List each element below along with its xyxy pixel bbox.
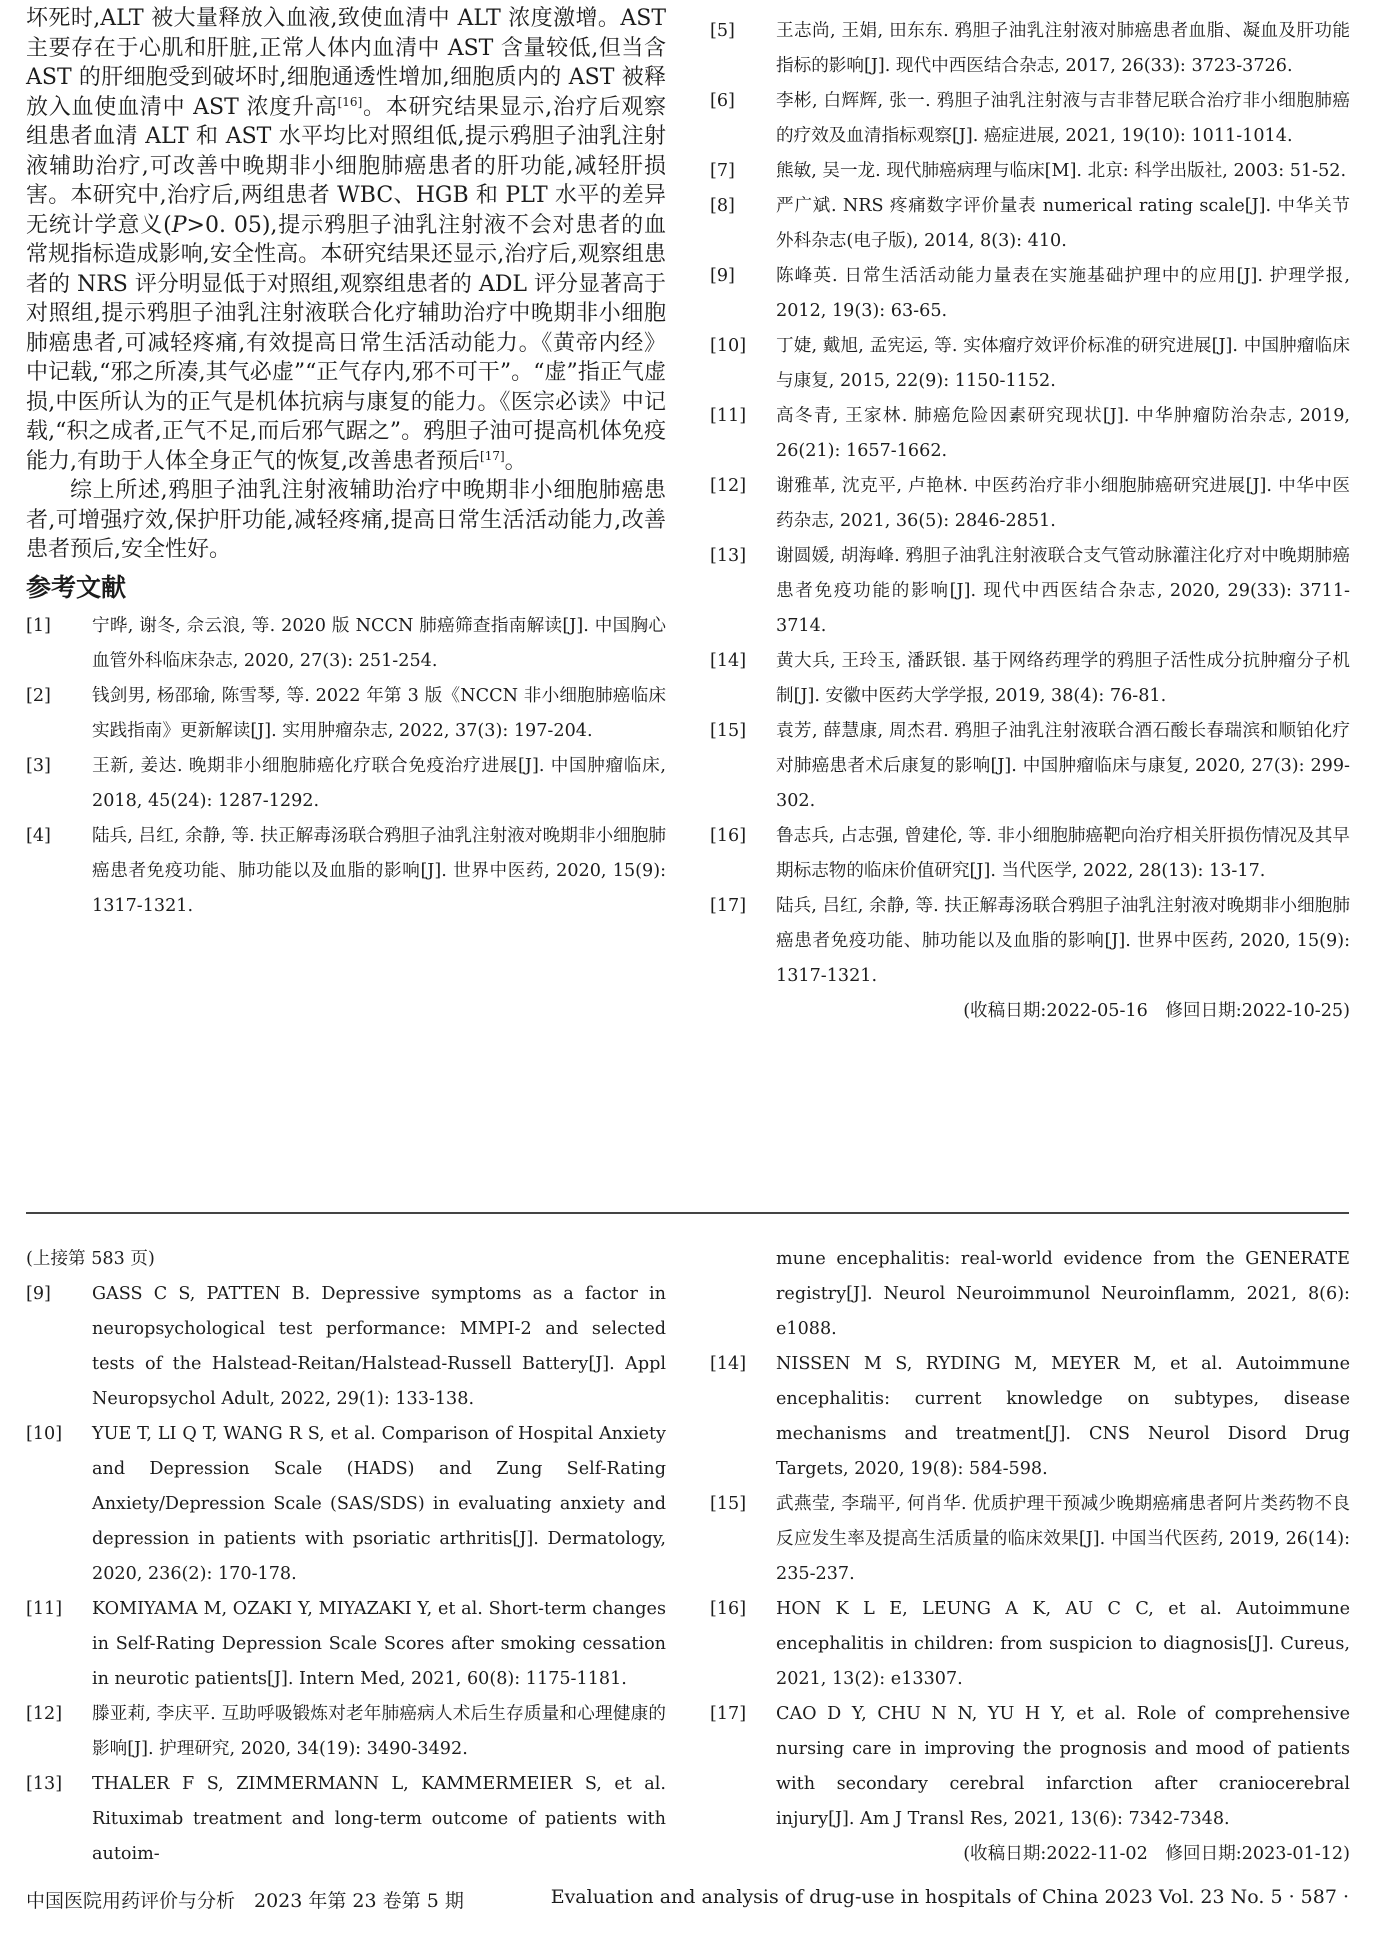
- lower-left-column: [26, 1242, 666, 1872]
- reference-text: 陈峰英. 日常生活活动能力量表在实施基础护理中的应用[J]. 护理学报, 2012, 19(3): 63-65.: [776, 266, 1350, 321]
- reference-text: 武燕莹, 李瑞平, 何肖华. 优质护理干预减少晚期癌痛患者阿片类药物不良反应发生率及提高生活质量的临床效果[J]. 中国当代医药, 2019, 26(14): 235-237.: [776, 1494, 1350, 1584]
- reference-number: [8]: [710, 196, 735, 216]
- reference-item: [710, 819, 1350, 889]
- section-divider: [26, 1212, 1349, 1214]
- reference-number: [13]: [710, 546, 747, 566]
- reference-item: [710, 84, 1350, 154]
- reference-item: [26, 609, 666, 679]
- reference-item: [710, 329, 1350, 399]
- reference-list-right: [710, 14, 1350, 994]
- received-date: (收稿日期:2022-05-16 修回日期:2022-10-25): [963, 1001, 1350, 1021]
- reference-item: [26, 1277, 666, 1417]
- reference-item: [710, 154, 1350, 189]
- reference-item: [710, 14, 1350, 84]
- reference-number: [3]: [26, 755, 51, 776]
- reference-number: [17]: [710, 896, 747, 916]
- reference-text: GASS C S, PATTEN B. Depressive symptoms as a factor in neuropsychological test performance: MMPI-2 and selected tests of the Halstead-Reitan/Halstead-Russell Battery[J]. Appl Neuropsychol Adult, 2022, 29(1): 133-138.: [92, 1284, 666, 1409]
- reference-number: [9]: [26, 1284, 51, 1304]
- reference-item: [710, 889, 1350, 994]
- references-heading: 参考文献: [26, 572, 127, 602]
- reference-text: HON K L E, LEUNG A K, AU C C, et al. Autoimmune encephalitis in children: from suspicion to diagnosis[J]. Cureus, 2021, 13(2): e13307.: [776, 1599, 1350, 1689]
- reference-text: YUE T, LI Q T, WANG R S, et al. Comparison of Hospital Anxiety and Depression Scale (HADS) and Zung Self-Rating Anxiety/Depression Scale (SAS/SDS) in evaluating anxiety and depression in patients with psoriatic arthritis[J]. Dermatology, 2020, 236(2): 170-178.: [92, 1424, 666, 1584]
- journal-title-en: Evaluation and analysis of drug-use in hospitals of China 2023 Vol. 23 No. 5 · 587 ·: [550, 1886, 1349, 1908]
- lower-right-column: [710, 1242, 1350, 1872]
- reference-text: CAO D Y, CHU N N, YU H Y, et al. Role of comprehensive nursing care in improving the prognosis and mood of patients with secondary cerebral infarction after craniocerebral injury[J]. Am J Transl Res, 2021, 13(6): 7342-7348.: [776, 1704, 1350, 1829]
- reference-text: 李彬, 白辉辉, 张一. 鸦胆子油乳注射液与吉非替尼联合治疗非小细胞肺癌的疗效及血清指标观察[J]. 癌症进展, 2021, 19(10): 1011-1014.: [776, 91, 1350, 146]
- citation-superscript: [17]: [480, 448, 505, 463]
- reference-number: [16]: [710, 826, 747, 846]
- reference-number: [6]: [710, 91, 735, 111]
- reference-list-left: [26, 609, 666, 924]
- reference-number: [17]: [710, 1704, 747, 1724]
- reference-item: [710, 714, 1350, 819]
- reference-text: 王新, 姜达. 晚期非小细胞肺癌化疗联合免疫治疗进展[J]. 中国肿瘤临床, 2018, 45(24): 1287-1292.: [92, 755, 666, 811]
- reference-number: [7]: [710, 161, 735, 181]
- reference-text: 滕亚莉, 李庆平. 互助呼吸锻炼对老年肺癌病人术后生存质量和心理健康的影响[J]. 护理研究, 2020, 34(19): 3490-3492.: [92, 1704, 666, 1759]
- reference-text: 严广斌. NRS 疼痛数字评价量表 numerical rating scale[J]. 中华关节外科杂志(电子版), 2014, 8(3): 410.: [776, 196, 1350, 251]
- reference-text: 王志尚, 王娟, 田东东. 鸦胆子油乳注射液对肺癌患者血脂、凝血及肝功能指标的影响[J]. 现代中西医结合杂志, 2017, 26(33): 3723-3726.: [776, 21, 1350, 76]
- reference-item: [710, 1347, 1350, 1487]
- journal-title-cn: 中国医院用药评价与分析 2023 年第 23 卷第 5 期: [26, 1890, 464, 1912]
- conclusion-paragraph: 综上所述,鸦胆子油乳注射液辅助治疗中晚期非小细胞肺癌患者,可增强疗效,保护肝功能,减轻疼痛,提高日常生活活动能力,改善患者预后,安全性好。: [26, 478, 666, 562]
- reference-number: [2]: [26, 685, 51, 706]
- page-footer: [26, 1886, 1349, 1913]
- reference-text: 鲁志兵, 占志强, 曾建伦, 等. 非小细胞肺癌靶向治疗相关肝损伤情况及其早期标志物的临床价值研究[J]. 当代医学, 2022, 28(13): 13-17.: [776, 826, 1350, 881]
- reference-number: [9]: [710, 266, 735, 286]
- reference-text: 高冬青, 王家林. 肺癌危险因素研究现状[J]. 中华肿瘤防治杂志, 2019, 26(21): 1657-1662.: [776, 406, 1350, 461]
- reference-number: [15]: [710, 1494, 747, 1514]
- reference-item: [710, 1487, 1350, 1592]
- reference-item: [710, 259, 1350, 329]
- upper-left-column: [26, 4, 666, 924]
- reference-text: 丁婕, 戴旭, 孟宪运, 等. 实体瘤疗效评价标准的研究进展[J]. 中国肿瘤临床与康复, 2015, 22(9): 1150-1152.: [776, 336, 1350, 391]
- reference-item: [26, 1592, 666, 1697]
- reference-item: [710, 539, 1350, 644]
- reference-number: [12]: [26, 1704, 63, 1724]
- reference-item: [26, 1417, 666, 1592]
- reference-item: [710, 469, 1350, 539]
- reference-text: 谢圆媛, 胡海峰. 鸦胆子油乳注射液联合支气管动脉灌注化疗对中晚期肺癌患者免疫功能的影响[J]. 现代中西医结合杂志, 2020, 29(33): 3711-3714.: [776, 546, 1350, 636]
- reference-item: [710, 644, 1350, 714]
- reference-item: [710, 189, 1350, 259]
- reference-text: 钱剑男, 杨邵瑜, 陈雪琴, 等. 2022 年第 3 版《NCCN 非小细胞肺癌临床实践指南》更新解读[J]. 实用肿瘤杂志, 2022, 37(3): 197-204.: [92, 685, 666, 741]
- reference-text: THALER F S, ZIMMERMANN L, KAMMERMEIER S, et al. Rituximab treatment and long-term outcome of patients with autoim-: [92, 1774, 666, 1864]
- received-date: (收稿日期:2022-11-02 修回日期:2023-01-12): [963, 1844, 1350, 1864]
- reference-text: 谢雅革, 沈克平, 卢艳林. 中医药治疗非小细胞肺癌研究进展[J]. 中华中医药杂志, 2021, 36(5): 2846-2851.: [776, 476, 1350, 531]
- reference-number: [13]: [26, 1774, 63, 1794]
- reference-item: [710, 1592, 1350, 1697]
- reference-text: 黄大兵, 王玲玉, 潘跃银. 基于网络药理学的鸦胆子活性成分抗肿瘤分子机制[J]. 安徽中医药大学学报, 2019, 38(4): 76-81.: [776, 651, 1350, 706]
- reference-number: [14]: [710, 1354, 747, 1374]
- reference-text: 袁芳, 薛慧康, 周杰君. 鸦胆子油乳注射液联合酒石酸长春瑞滨和顺铂化疗对肺癌患者术后康复的影响[J]. 中国肿瘤临床与康复, 2020, 27(3): 299-302.: [776, 721, 1350, 811]
- reference-number: [15]: [710, 721, 747, 741]
- reference-number: [14]: [710, 651, 747, 671]
- reference-number: [10]: [26, 1424, 63, 1444]
- reference-number: [16]: [710, 1599, 747, 1619]
- reference-number: [1]: [26, 615, 51, 636]
- reference-text: 陆兵, 吕红, 余静, 等. 扶正解毒汤联合鸦胆子油乳注射液对晚期非小细胞肺癌患者免疫功能、肺功能以及血脂的影响[J]. 世界中医药, 2020, 15(9): 1317-1321.: [776, 896, 1350, 986]
- reference-item: [26, 749, 666, 819]
- reference-item: [26, 819, 666, 924]
- reference-number: [11]: [26, 1599, 63, 1619]
- reference-item: [26, 1697, 666, 1767]
- reference-list-lower-right: [710, 1347, 1350, 1837]
- continued-note: (上接第 583 页): [26, 1249, 155, 1269]
- reference-text: 陆兵, 吕红, 余静, 等. 扶正解毒汤联合鸦胆子油乳注射液对晚期非小细胞肺癌患者免疫功能、肺功能以及血脂的影响[J]. 世界中医药, 2020, 15(9): 1317-1321.: [92, 825, 666, 916]
- reference-number: [4]: [26, 825, 51, 846]
- reference-number: [10]: [710, 336, 747, 356]
- citation-superscript: [16]: [337, 94, 363, 109]
- body-text: [26, 4, 666, 565]
- reference-number: [5]: [710, 21, 735, 41]
- reference-text: 熊敏, 吴一龙. 现代肺癌病理与临床[M]. 北京: 科学出版社, 2003: 51-52.: [776, 161, 1347, 181]
- body-paragraph: 坏死时,ALT 被大量释放入血液,致使血清中 ALT 浓度激增。AST 主要存在于心肌和肝脏,正常人体内血清中 AST 含量较低,但当含 AST 的肝细胞受到破坏时,细胞通透性增加,细胞质内的 AST 被释放入血使血清中 AST 浓度升高[16]。本研究结果显示,治疗后观察组患者血清 ALT 和 AST 水平均比对照组低,提示鸦胆子油乳注射液辅助治疗,可改善中晚期非小细胞肺癌患者的肝功能,减轻肝损害。本研究中,治疗后,两组患者 WBC、HGB 和 PLT 水平的差异无统计学意义(P>0. 05),提示鸦胆子油乳注射液不会对患者的血常规指标造成影响,安全性高。本研究结果还显示,治疗后,观察组患者的 NRS 评分明显低于对照组,观察组患者的 ADL 评分显著高于对照组,提示鸦胆子油乳注射液联合化疗辅助治疗中晚期非小细胞肺癌患者,可减轻疼痛,有效提高日常生活活动能力。《黄帝内经》中记载,“邪之所凑,其气必虚”“正气存内,邪不可干”。“虚”指正气虚损,中医所认为的正气是机体抗病与康复的能力。《医宗必读》中记载,“积之成者,正气不足,而后邪气踞之”。鸦胆子油可提高机体免疫能力,有助于人体全身正气的恢复,改善患者预后[17]。: [26, 6, 667, 474]
- reference-text: KOMIYAMA M, OZAKI Y, MIYAZAKI Y, et al. Short-term changes in Self-Rating Depression Scale Scores after smoking cessation in neurotic patients[J]. Intern Med, 2021, 60(8): 1175-1181.: [92, 1599, 666, 1689]
- reference-item: [710, 1697, 1350, 1837]
- reference-item: [26, 679, 666, 749]
- reference-number: [11]: [710, 406, 747, 426]
- reference-number: [12]: [710, 476, 747, 496]
- reference-text: 宁晔, 谢冬, 佘云浪, 等. 2020 版 NCCN 肺癌筛查指南解读[J]. 中国胸心血管外科临床杂志, 2020, 27(3): 251-254.: [92, 615, 666, 671]
- reference-text: NISSEN M S, RYDING M, MEYER M, et al. Autoimmune encephalitis: current knowledge on subtypes, disease mechanisms and treatment[J]. CNS Neurol Disord Drug Targets, 2020, 19(8): 584-598.: [776, 1354, 1350, 1479]
- reference-item: [710, 399, 1350, 469]
- reference-continuation: mune encephalitis: real-world evidence from the GENERATE registry[J]. Neurol Neuroimmunol Neuroinflamm, 2021, 8(6): e1088.: [776, 1249, 1350, 1339]
- upper-right-column: [710, 14, 1350, 1029]
- reference-item: [26, 1767, 666, 1872]
- reference-list-lower-left: [26, 1277, 666, 1872]
